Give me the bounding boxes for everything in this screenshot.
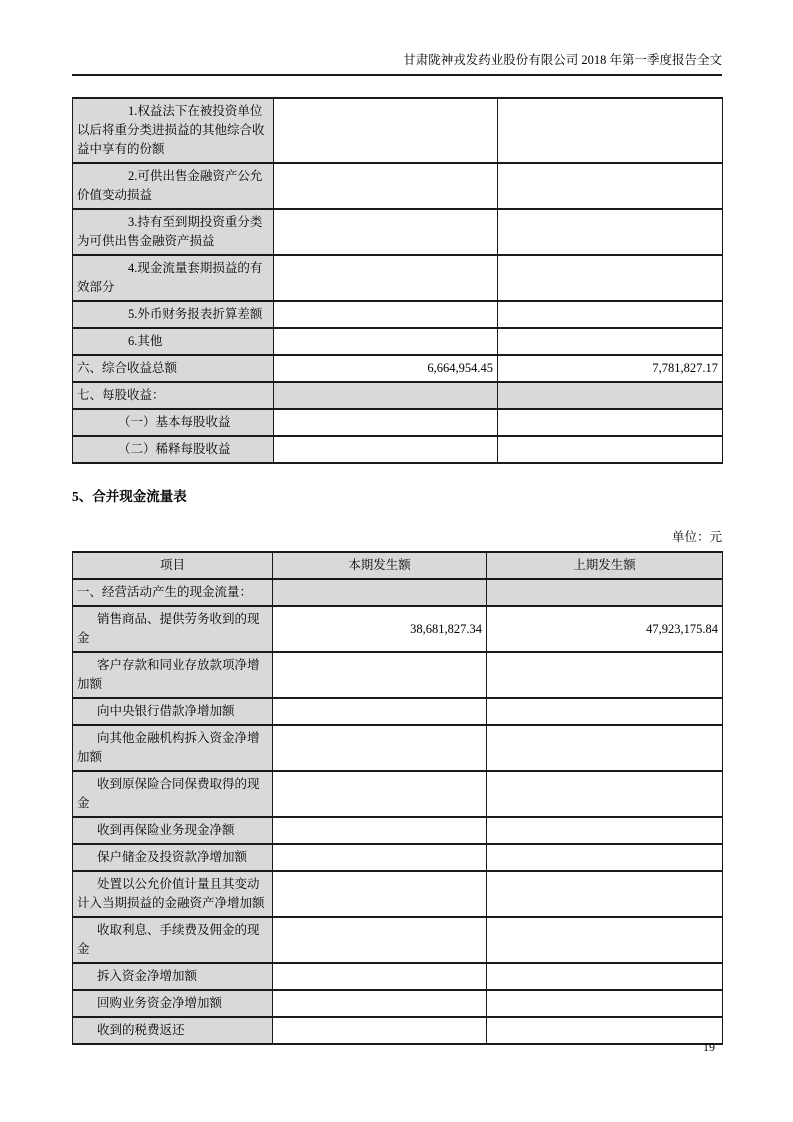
table-row	[73, 990, 723, 1017]
prior-period-cell	[498, 98, 723, 163]
row-label-cell: 处置以公允价值计量且其变动计入当期损益的金融资产净增加额	[73, 871, 273, 917]
table-row	[73, 328, 723, 355]
row-label-cell: 收到再保险业务现金净额	[73, 817, 273, 844]
row-label-cell: 销售商品、提供劳务收到的现金	[73, 606, 273, 652]
current-period-cell	[273, 652, 487, 698]
row-label-cell: 4.现金流量套期损益的有效部分	[73, 255, 274, 301]
row-label-cell: 收到的税费返还	[73, 1017, 273, 1044]
prior-period-cell	[487, 698, 723, 725]
prior-period-cell	[498, 255, 723, 301]
row-label-cell: 向其他金融机构拆入资金净增加额	[73, 725, 273, 771]
current-period-cell: 38,681,827.34	[273, 606, 487, 652]
prior-period-cell	[498, 301, 723, 328]
column-header-item: 项目	[73, 552, 273, 579]
table-row	[73, 963, 723, 990]
prior-period-cell: 7,781,827.17	[498, 355, 723, 382]
prior-period-cell	[487, 652, 723, 698]
prior-period-cell	[487, 963, 723, 990]
prior-period-cell	[487, 725, 723, 771]
table-row	[73, 436, 723, 463]
current-period-cell: 6,664,954.45	[274, 355, 498, 382]
cash-flow-table	[72, 551, 723, 1045]
current-period-cell	[273, 917, 487, 963]
row-label-cell: 6.其他	[73, 328, 274, 355]
column-header-prior-period: 上期发生额	[487, 552, 723, 579]
current-period-cell	[273, 725, 487, 771]
table-row	[73, 606, 723, 652]
table-row	[73, 382, 723, 409]
row-label-cell: 客户存款和同业存放款项净增加额	[73, 652, 273, 698]
row-label-cell: 回购业务资金净增加额	[73, 990, 273, 1017]
row-label-cell: 向中央银行借款净增加额	[73, 698, 273, 725]
current-period-cell	[273, 963, 487, 990]
row-label-cell: 2.可供出售金融资产公允价值变动损益	[73, 163, 274, 209]
prior-period-cell	[498, 382, 723, 409]
row-label-cell: （一）基本每股收益	[73, 409, 274, 436]
table-row	[73, 255, 723, 301]
comprehensive-income-table	[72, 97, 723, 464]
row-label-cell: 收到原保险合同保费取得的现金	[73, 771, 273, 817]
prior-period-cell	[487, 1017, 723, 1044]
table-row	[73, 209, 723, 255]
prior-period-cell	[487, 817, 723, 844]
unit-label: 单位：元	[671, 530, 722, 544]
row-label-cell: 保户储金及投资款净增加额	[73, 844, 273, 871]
row-label-cell: 1.权益法下在被投资单位以后将重分类进损益的其他综合收益中享有的份额	[73, 98, 274, 163]
current-period-cell	[274, 255, 498, 301]
prior-period-cell	[487, 871, 723, 917]
row-label-cell: 5.外币财务报表折算差额	[73, 301, 274, 328]
current-period-cell	[274, 301, 498, 328]
table-row	[73, 725, 723, 771]
table-row	[73, 1017, 723, 1044]
table-row	[73, 409, 723, 436]
table-row	[73, 917, 723, 963]
table-row	[73, 579, 723, 606]
current-period-cell	[273, 771, 487, 817]
prior-period-cell	[498, 163, 723, 209]
table-row	[73, 817, 723, 844]
row-label-cell: （二）稀释每股收益	[73, 436, 274, 463]
prior-period-cell	[498, 209, 723, 255]
current-period-cell	[273, 817, 487, 844]
current-period-cell	[273, 698, 487, 725]
prior-period-cell	[498, 409, 723, 436]
current-period-cell	[274, 382, 498, 409]
current-period-cell	[274, 436, 498, 463]
table-row	[73, 301, 723, 328]
header-title: 甘肃陇神戎发药业股份有限公司 2018 年第一季度报告全文	[72, 52, 722, 76]
prior-period-cell	[487, 844, 723, 871]
current-period-cell	[273, 1017, 487, 1044]
current-period-cell	[273, 871, 487, 917]
prior-period-cell	[498, 328, 723, 355]
table-row	[73, 698, 723, 725]
current-period-cell	[274, 163, 498, 209]
table-row	[73, 652, 723, 698]
row-label-cell: 六、综合收益总额	[73, 355, 274, 382]
current-period-cell	[274, 209, 498, 255]
prior-period-cell	[487, 579, 723, 606]
table-row	[73, 771, 723, 817]
prior-period-cell	[487, 771, 723, 817]
row-label-cell: 3.持有至到期投资重分类为可供出售金融资产损益	[73, 209, 274, 255]
table-row	[73, 355, 723, 382]
column-header-current-period: 本期发生额	[273, 552, 487, 579]
table-row	[73, 163, 723, 209]
current-period-cell	[274, 328, 498, 355]
prior-period-cell	[487, 917, 723, 963]
table-header-row	[73, 552, 723, 579]
row-label-cell: 收取利息、手续费及佣金的现金	[73, 917, 273, 963]
prior-period-cell: 47,923,175.84	[487, 606, 723, 652]
current-period-cell	[273, 579, 487, 606]
row-label-cell: 七、每股收益：	[73, 382, 274, 409]
current-period-cell	[274, 98, 498, 163]
row-label-cell: 拆入资金净增加额	[73, 963, 273, 990]
page-number: 19	[703, 1040, 715, 1054]
current-period-cell	[273, 990, 487, 1017]
section-title: 5、合并现金流量表	[72, 489, 187, 504]
table-row	[73, 98, 723, 163]
current-period-cell	[273, 844, 487, 871]
current-period-cell	[274, 409, 498, 436]
row-label-cell: 一、经营活动产生的现金流量：	[73, 579, 273, 606]
prior-period-cell	[487, 990, 723, 1017]
prior-period-cell	[498, 436, 723, 463]
table-row	[73, 844, 723, 871]
table-row	[73, 871, 723, 917]
